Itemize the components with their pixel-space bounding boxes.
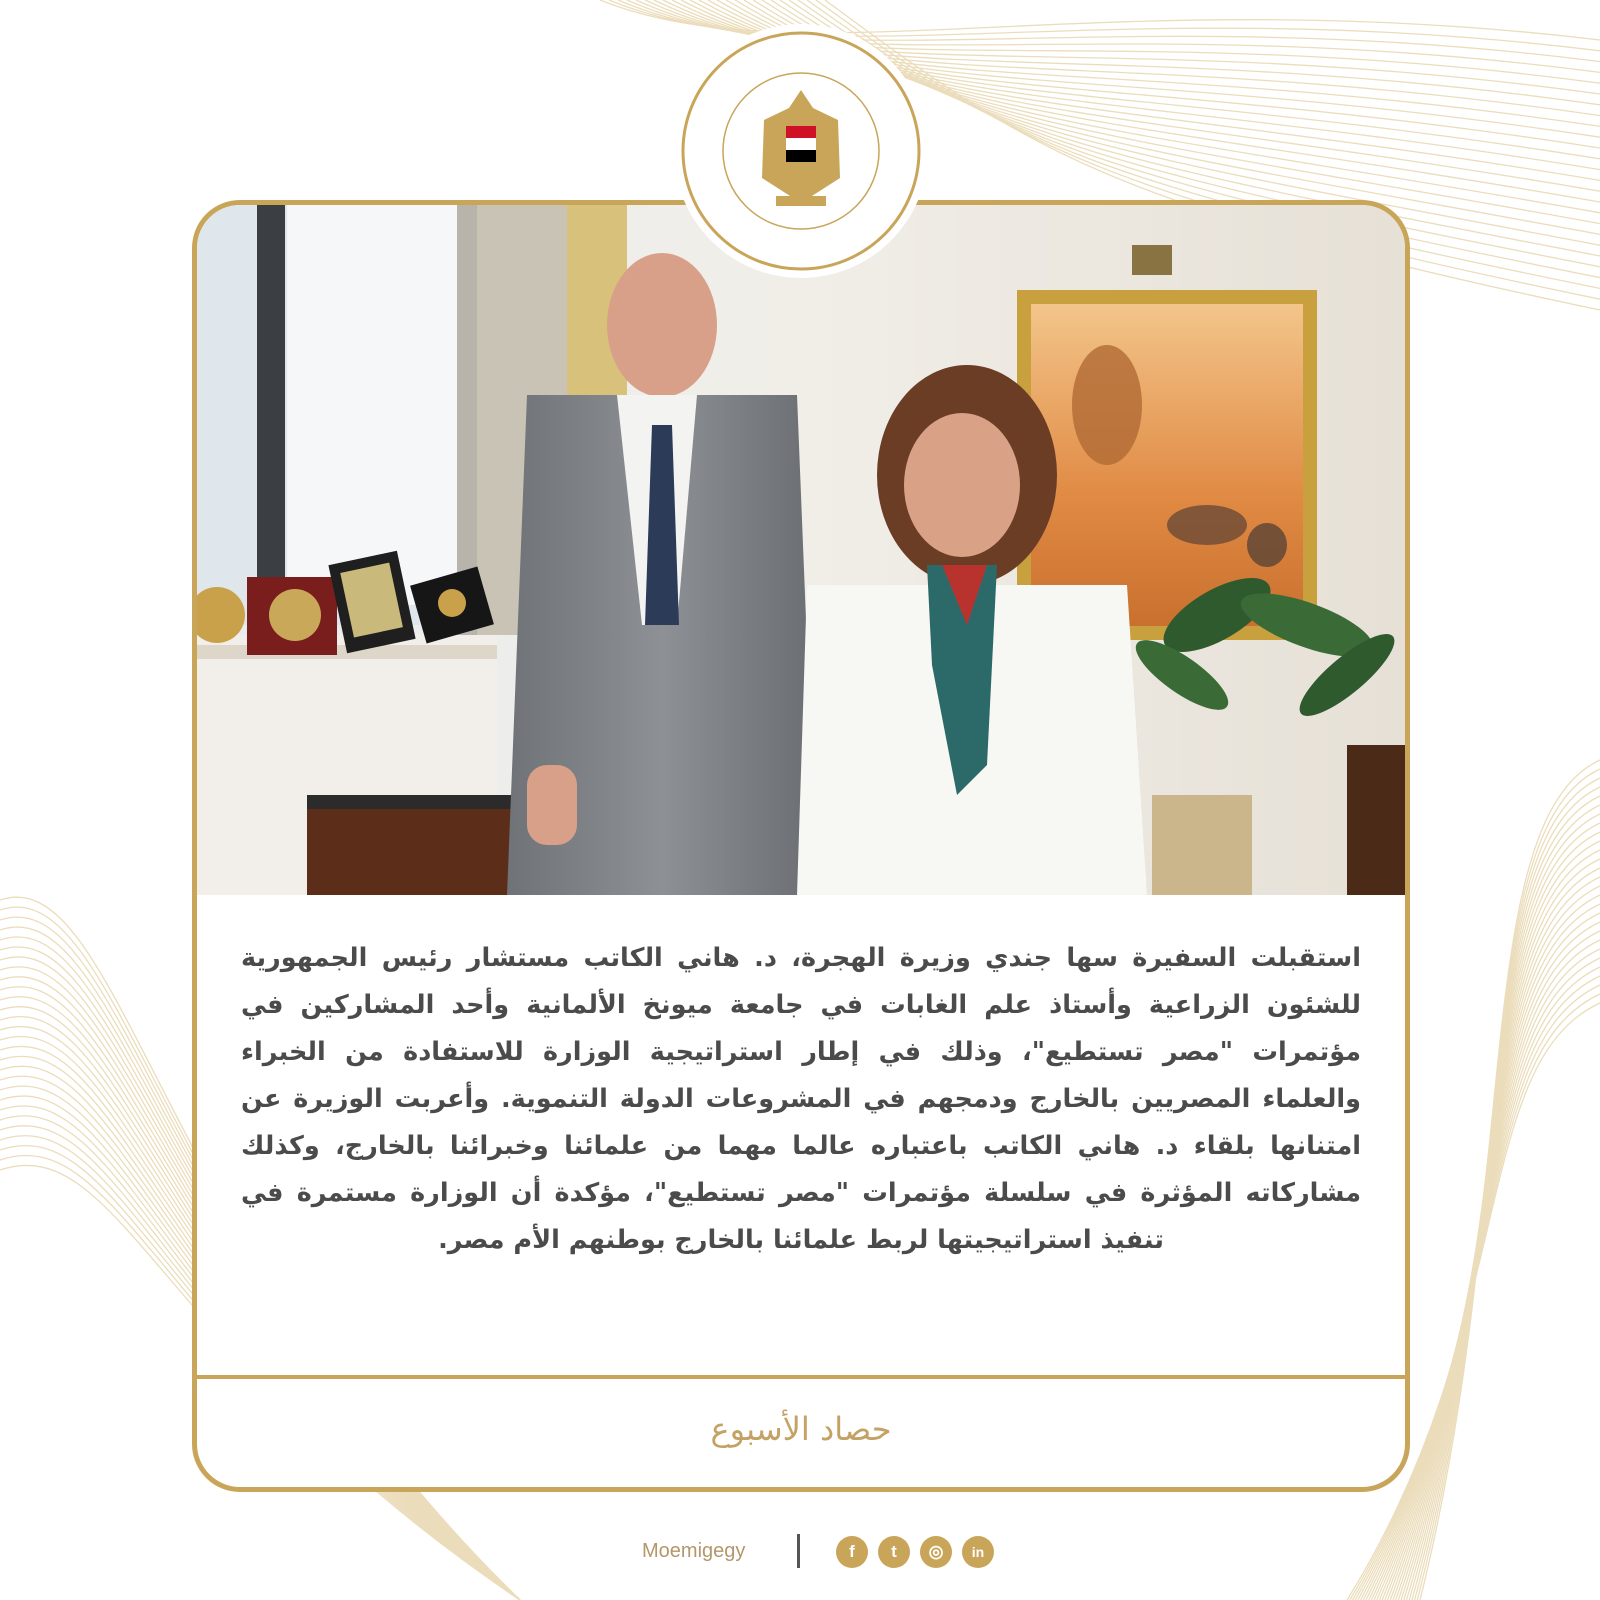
wave-line [1404,814,1600,1600]
caption-divider [197,1375,1405,1379]
twitter-icon[interactable]: t [878,1536,910,1568]
article-body: استقبلت السفيرة سها جندي وزيرة الهجرة، د. هاني الكاتب مستشار رئيس الجمهورية للشئون الزراعية وأستاذ علم الغابات في جامعة ميونخ الألمانية وأحد المشاركين في مؤتمرات "مصر تستطيع"، وذلك في إطار استراتيجية الوزارة للاستفادة من الخبراء والعلماء المصريين بالخارج ودمجهم في المشروعات الدولة التنموية. وأعربت الوزيرة عن امتنانها بلقاء د. هاني الكاتب باعتباره عالما مهما من علمائنا وخبرائنا بالخارج، وكذلك مشاركاته المؤثرة في سلسلة مؤتمرات "مصر تستطيع"، مؤكدة أن الوزارة مستمرة في تنفيذ استراتيجيتها لربط علمائنا بالخارج بوطنهم الأم مصر. [241,943,1361,1255]
caption-title: حصاد الأسبوع [710,1410,892,1448]
linkedin-icon[interactable]: in [962,1536,994,1568]
ministry-logo [678,28,924,274]
post-card [192,200,1410,1492]
wave-line [1417,769,1600,1600]
social-handle[interactable]: Moemigegy [642,1540,746,1562]
facebook-icon[interactable]: f [836,1536,868,1568]
footer-separator [797,1534,800,1568]
meeting-photo [197,205,1405,895]
wave-line [1415,778,1600,1600]
instagram-icon[interactable]: ◎ [920,1536,952,1568]
footer-bar [0,1530,1600,1574]
